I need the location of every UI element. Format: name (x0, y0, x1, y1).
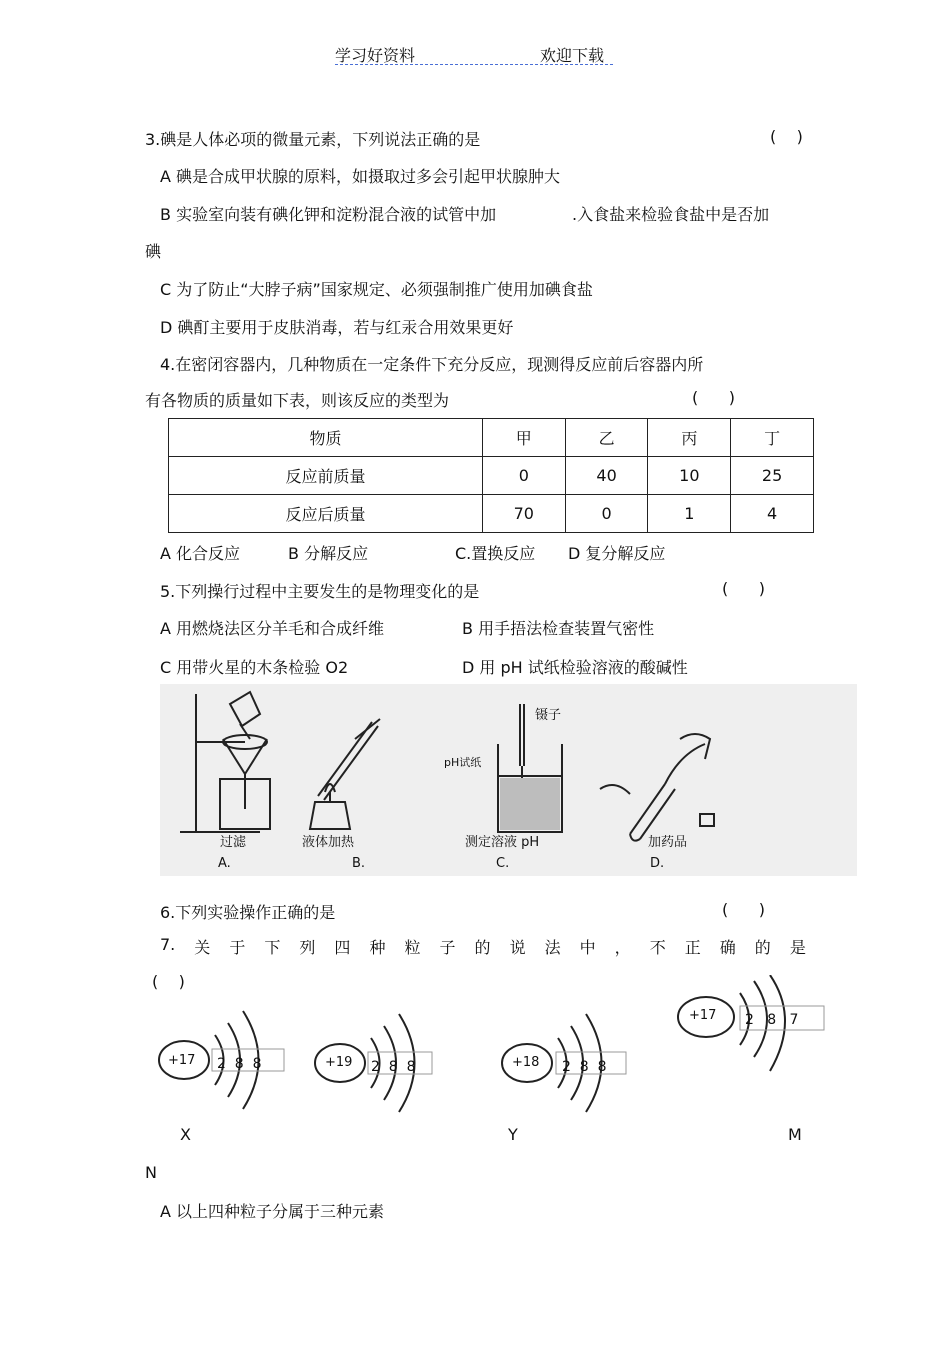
adding-reagent-apparatus-icon (600, 734, 714, 841)
q4-option-d: D 复分解反应 (568, 544, 666, 563)
q5-option-d: D 用 pH 试纸检验溶液的酸碱性 (462, 658, 688, 677)
table-cell: 0 (482, 457, 565, 495)
q3-option-b: B 实验室向装有碘化钾和淀粉混合液的试管中加 (160, 205, 497, 224)
table-header-cell: 丙 (648, 419, 731, 457)
table-header-cell: 物质 (169, 419, 483, 457)
q5-option-b: B 用手捂法检查装置气密性 (462, 619, 655, 638)
particle-name-x: X (180, 1125, 191, 1144)
caption-measure-ph: 测定溶液 pH (465, 835, 540, 850)
q5-option-c: C 用带火星的木条检验 O2 (160, 658, 349, 677)
table-cell: 25 (731, 457, 814, 495)
q3-option-a: A 碘是合成甲状腺的原料，如摄取过多会引起甲状腺肿大 (160, 167, 561, 186)
q7-stem-char: 于 (229, 938, 246, 957)
q3-stem: 3.碘是人体必项的微量元素，下列说法正确的是 (145, 130, 481, 149)
table-header-cell: 甲 (482, 419, 565, 457)
table-header-cell: 乙 (565, 419, 648, 457)
q7-stem-char: 种 (369, 938, 386, 957)
q7-stem-char: 是 (789, 938, 806, 957)
electron-shells: 2 8 8 (371, 1059, 416, 1075)
q7-paren: ( ) (152, 972, 185, 991)
mass-table (168, 418, 814, 533)
label-tweezers: 镊子 (535, 708, 562, 723)
nucleus-charge: +19 (325, 1055, 353, 1070)
q7-stem-char: 粒 (404, 938, 421, 957)
atom-diagrams (0, 975, 950, 1120)
q7-stem-char: 关 (194, 938, 211, 957)
header-right: 欢迎下载 (540, 46, 605, 65)
table-cell: 70 (482, 495, 565, 533)
label-ph-paper: pH试纸 (444, 756, 482, 769)
table-header-cell: 丁 (731, 419, 814, 457)
q7-stem-char: 的 (754, 938, 771, 957)
q4-paren: ( ) (692, 388, 735, 407)
table-row (169, 495, 814, 533)
q3-option-d: D 碘酊主要用于皮肤消毒，若与红汞合用效果更好 (160, 318, 514, 337)
figure-letter-b: B. (352, 856, 366, 871)
nucleus-charge: +17 (689, 1008, 717, 1023)
table-header-row (169, 419, 814, 457)
q5-stem: 5.下列操行过程中主要发生的是物理变化的是 (160, 582, 480, 601)
filtration-apparatus-icon (180, 692, 270, 832)
q4-stem-1: 4.在密闭容器内，几种物质在一定条件下充分反应，现测得反应前后容器内所 (160, 355, 704, 374)
q4-option-b: B 分解反应 (288, 544, 369, 563)
q6-stem: 6.下列实验操作正确的是 (160, 903, 336, 922)
q4-stem-2: 有各物质的质量如下表，则该反应的类型为 (145, 391, 450, 410)
q3-option-b-cont: .入食盐来检验食盐中是否加 (572, 205, 770, 224)
particle-name-n: N (145, 1163, 157, 1182)
table-cell: 反应后质量 (169, 495, 483, 533)
q7-stem-char: 确 (719, 938, 736, 957)
q7-stem-char: 四 (334, 938, 351, 957)
caption-add-reagent: 加药品 (648, 835, 688, 850)
q7-stem-char: ， (614, 938, 631, 957)
q7-stem (160, 935, 806, 958)
header-left: 学习好资料 (335, 46, 416, 65)
q5-option-a: A 用燃烧法区分羊毛和合成纤维 (160, 619, 385, 638)
q7-stem-char: 下 (264, 938, 281, 957)
electron-shells: 2 8 8 (217, 1056, 262, 1072)
figure-letter-a: A. (218, 856, 231, 871)
q7-stem-char: 正 (684, 938, 701, 957)
q3-paren: ( ) (770, 127, 803, 146)
q5-paren: ( ) (722, 579, 765, 598)
q3-option-b-end: 碘 (145, 242, 162, 261)
q7-stem-char: 子 (439, 938, 456, 957)
particle-name-m: M (788, 1125, 802, 1144)
electron-shells: 2 8 7 (745, 1012, 799, 1028)
nucleus-charge: +17 (168, 1053, 196, 1068)
table-cell: 40 (565, 457, 648, 495)
lab-operations-figure (160, 684, 857, 876)
table-row (169, 457, 814, 495)
q7-option-a: A 以上四种粒子分属于三种元素 (160, 1202, 385, 1221)
table-cell: 4 (731, 495, 814, 533)
figure-letter-d: D. (650, 856, 665, 871)
q7-stem-char: 说 (509, 938, 526, 957)
solution-fill (500, 778, 560, 830)
q7-stem-char: 的 (474, 938, 491, 957)
table-cell: 10 (648, 457, 731, 495)
caption-filtration: 过滤 (220, 835, 247, 850)
q7-stem-char: 中 (579, 938, 596, 957)
q7-stem-char: 7. (160, 935, 176, 954)
table-cell: 反应前质量 (169, 457, 483, 495)
q4-option-a: A 化合反应 (160, 544, 241, 563)
caption-liquid-heating: 液体加热 (302, 835, 355, 850)
q3-option-c: C 为了防止“大脖子病”国家规定、必须强制推广使用加碘食盐 (160, 280, 593, 299)
q7-stem-char: 不 (649, 938, 666, 957)
header-divider (335, 64, 613, 65)
q7-stem-char: 法 (544, 938, 561, 957)
figure-letter-c: C. (496, 856, 510, 871)
q6-paren: ( ) (722, 900, 765, 919)
table-cell: 1 (648, 495, 731, 533)
table-cell: 0 (565, 495, 648, 533)
q7-stem-char: 列 (299, 938, 316, 957)
nucleus-charge: +18 (512, 1055, 540, 1070)
q4-option-c: C.置换反应 (455, 544, 536, 563)
electron-shells: 2 8 8 (562, 1059, 607, 1075)
liquid-heating-apparatus-icon (310, 719, 380, 829)
particle-name-y: Y (508, 1125, 518, 1144)
